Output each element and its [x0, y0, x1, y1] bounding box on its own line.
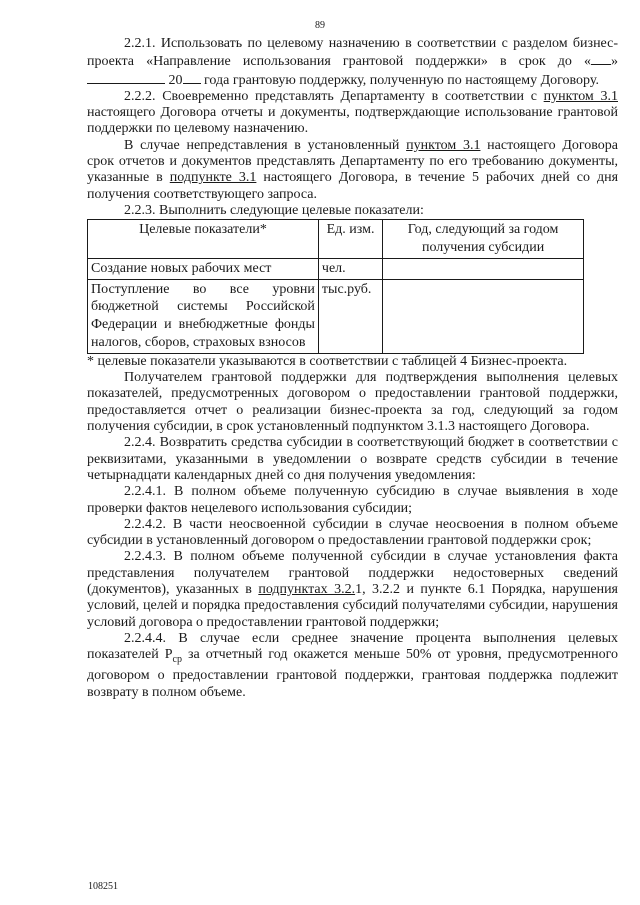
- paragraph-2-2-2-end: настоящего Договора отчеты и документы, подтверждающие использование грантовой поддержки по целевому назначению.: [87, 105, 618, 137]
- header-year: Год, следующий за годом получения субсидии: [383, 220, 584, 259]
- paragraph-2-2-4-3: [87, 549, 618, 630]
- paragraph-nonsubmission-text: В случае непредставления в установленный: [124, 137, 407, 153]
- paragraph-2-2-4-4-end: за отчетный год окажется меньше 50% от уровня, предусмотренного договором о предоставлении грантовой поддержки, грантовая поддержка подлежит возврату в полном объеме.: [87, 647, 618, 700]
- paragraph-2-2-4-3-text: 2.2.4.3. В полном объеме полученной субсидии в случае установления факта представления получателем грантовой поддержки недостоверных сведений (документов), указанных в: [87, 549, 618, 597]
- day-blank: [591, 52, 611, 65]
- table-row: [88, 279, 584, 353]
- paragraph-2-2-4-1: 2.2.4.1. В полном объеме полученную субсидию в случае выявления в ходе проверки фактов нецелевого использования субсидии;: [87, 484, 618, 516]
- paragraph-2-2-4-4: [87, 631, 618, 701]
- paragraph-2-2-1: [87, 36, 618, 89]
- paragraph-nonsubmission: [87, 138, 618, 203]
- cell-indicator: Создание новых рабочих мест: [88, 258, 319, 279]
- month-blank: [87, 71, 165, 84]
- cell-value: [383, 258, 584, 279]
- paragraph-2-2-4-4-text: 2.2.4.4. В случае если среднее значение процента выполнения целевых показателей Р: [87, 630, 618, 663]
- paragraph-2-2-4: 2.2.4. Возвратить средства субсидии в соответствующий бюджет в соответствии с реквизитами, указанными в уведомлении о возврате средств субсидии в течение четырнадцати календарных дней со дня получения уведомления:: [87, 435, 618, 483]
- cell-unit: чел.: [318, 258, 382, 279]
- target-indicators-table: [87, 219, 584, 354]
- paragraph-2-2-1-year: 20: [165, 72, 183, 88]
- paragraph-nonsubmission-end: настоящего Договора, в течение 5 рабочих дней со дня получения соответствующего запроса.: [87, 170, 619, 202]
- paragraph-report: Получателем грантовой поддержки для подтверждения выполнения целевых показателей, предусмотренных договором о предоставлении грантовой поддержки, предоставляется отчет о реализации бизнес-проекта за год, следующий за годом получения субсидии, в срок установленный подпунктом 3.1.3 настоящего Договора.: [87, 370, 618, 435]
- cell-unit: тыс.руб.: [318, 279, 382, 353]
- page-number: 89: [315, 20, 325, 31]
- table-header-row: [88, 220, 584, 259]
- cell-value: [383, 279, 584, 353]
- header-unit: Ед. изм.: [318, 220, 382, 259]
- document-body: [87, 36, 618, 701]
- paragraph-nonsubmission-mid: настоящего Договора срок отчетов и документов представлять Департаменту по его требованию документы, указанные в: [87, 137, 618, 186]
- header-indicator: Целевые показатели*: [88, 220, 319, 259]
- year-blank: [183, 71, 201, 84]
- link-point-3-1-b[interactable]: пунктом 3.1: [406, 137, 481, 153]
- table-footnote: * целевые показатели указываются в соответствии с таблицей 4 Бизнес-проекта.: [87, 353, 568, 369]
- table-row: [88, 258, 584, 279]
- subscript-avg: ср: [172, 653, 182, 665]
- paragraph-2-2-4-2: 2.2.4.2. В части неосвоенной субсидии в случае неосвоения в полном объеме субсидии в установленный договором о предоставлении грантовой поддержки срок;: [87, 516, 618, 549]
- link-subpoint-3-1[interactable]: подпункте 3.1: [169, 170, 257, 186]
- paragraph-2-2-1-text: 2.2.1. Использовать по целевому назначению в соответствии с разделом бизнес-проекта «Направление использования грантовой поддержки» в срок до «: [87, 36, 618, 70]
- link-subpoints-3-2[interactable]: подпунктах 3.2.: [258, 582, 356, 597]
- link-point-3-1[interactable]: пунктом 3.1: [543, 88, 618, 104]
- paragraph-2-2-3: 2.2.3. Выполнить следующие целевые показатели:: [124, 202, 424, 218]
- paragraph-2-2-4-3-end: 1, 3.2.2 и пункте 6.1 Порядка, нарушения условий, целей и порядка предоставления субсидий получателями субсидии, нарушения условий договора о предоставлении грантовой поддержки;: [87, 582, 618, 630]
- cell-indicator: Поступление во все уровни бюджетной системы Российской Федерации и внебюджетные фонды налогов, сборов, страховых взносов: [88, 279, 319, 353]
- paragraph-2-2-1-quote: »: [611, 54, 618, 70]
- document-code: 108251: [88, 881, 118, 892]
- paragraph-2-2-1-end: года грантовую поддержку, полученную по настоящему Договору.: [200, 72, 599, 88]
- paragraph-2-2-2: [87, 89, 618, 138]
- paragraph-2-2-2-text: 2.2.2. Своевременно представлять Департаменту в соответствии с: [124, 88, 544, 104]
